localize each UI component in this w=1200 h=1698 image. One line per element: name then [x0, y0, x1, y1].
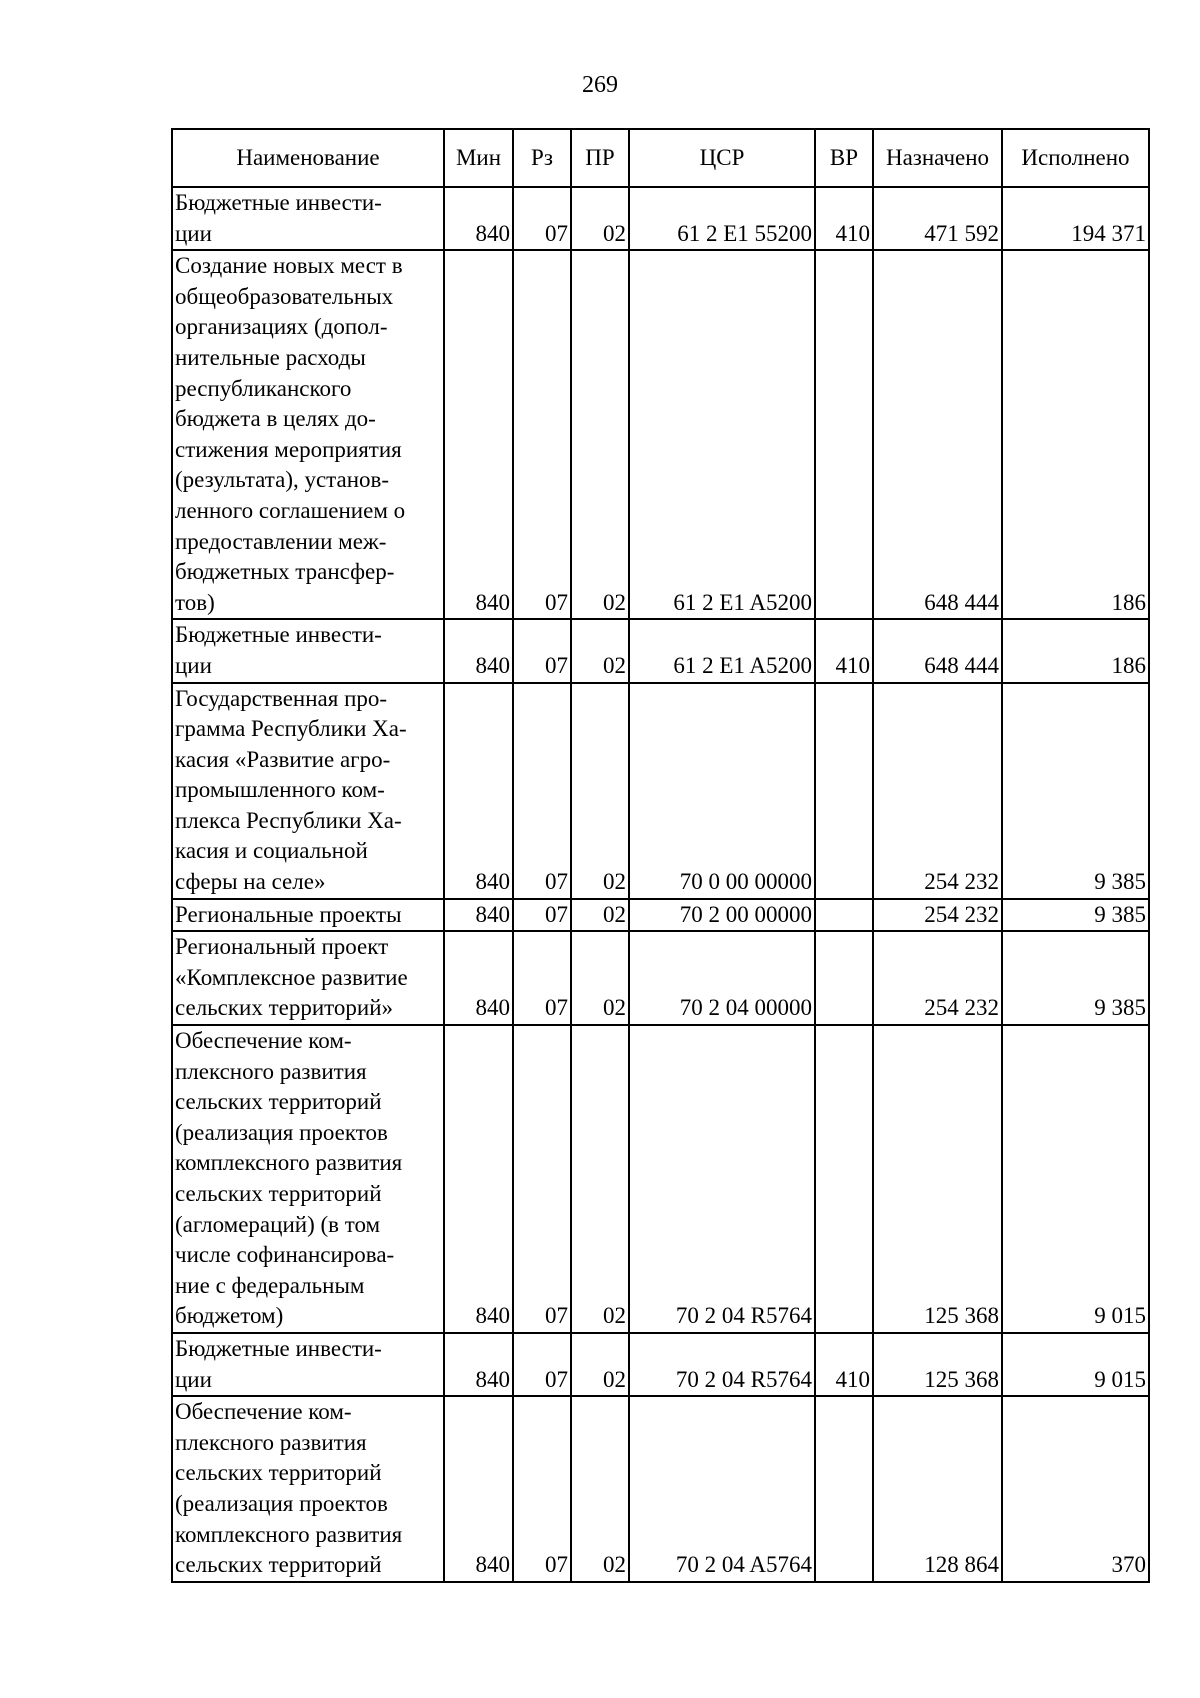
cell-name: Бюджетные инвести- ции: [172, 1333, 444, 1396]
cell-vr: 410: [815, 187, 873, 250]
budget-table: [171, 128, 1150, 1583]
cell-min: 840: [444, 250, 513, 619]
cell-pr: 02: [571, 1025, 629, 1333]
cell-pr: 02: [571, 187, 629, 250]
cell-assigned: 254 232: [873, 683, 1002, 899]
table-row: [172, 931, 1149, 1025]
cell-name: Региональный проект «Комплексное развитие сельских территорий»: [172, 931, 444, 1025]
header-vr: ВР: [815, 129, 873, 187]
cell-csr: 61 2 E1 A5200: [629, 619, 815, 682]
cell-assigned: 125 368: [873, 1333, 1002, 1396]
cell-csr: 70 2 00 00000: [629, 899, 815, 932]
cell-rz: 07: [513, 1333, 571, 1396]
cell-executed: 186: [1002, 250, 1149, 619]
cell-min: 840: [444, 683, 513, 899]
cell-executed: 9 385: [1002, 931, 1149, 1025]
cell-rz: 07: [513, 250, 571, 619]
cell-executed: 186: [1002, 619, 1149, 682]
cell-name: Бюджетные инвести- ции: [172, 619, 444, 682]
cell-min: 840: [444, 931, 513, 1025]
header-pr: ПР: [571, 129, 629, 187]
header-assigned: Назначено: [873, 129, 1002, 187]
cell-vr: [815, 250, 873, 619]
cell-assigned: 125 368: [873, 1025, 1002, 1333]
table-row: [172, 1396, 1149, 1582]
cell-min: 840: [444, 187, 513, 250]
cell-assigned: 471 592: [873, 187, 1002, 250]
cell-assigned: 254 232: [873, 899, 1002, 932]
cell-assigned: 648 444: [873, 619, 1002, 682]
cell-csr: 70 2 04 00000: [629, 931, 815, 1025]
cell-vr: [815, 1396, 873, 1582]
header-min: Мин: [444, 129, 513, 187]
cell-executed: 9 385: [1002, 683, 1149, 899]
cell-pr: 02: [571, 250, 629, 619]
cell-rz: 07: [513, 931, 571, 1025]
cell-vr: [815, 683, 873, 899]
cell-executed: 9 385: [1002, 899, 1149, 932]
cell-executed: 9 015: [1002, 1333, 1149, 1396]
cell-csr: 70 0 00 00000: [629, 683, 815, 899]
table-body: [172, 187, 1149, 1582]
table-row: [172, 1025, 1149, 1333]
cell-pr: 02: [571, 1396, 629, 1582]
cell-name: Бюджетные инвести- ции: [172, 187, 444, 250]
header-rz: Рз: [513, 129, 571, 187]
cell-vr: [815, 931, 873, 1025]
cell-pr: 02: [571, 899, 629, 932]
cell-min: 840: [444, 1025, 513, 1333]
cell-csr: 61 2 E1 A5200: [629, 250, 815, 619]
cell-csr: 70 2 04 A5764: [629, 1396, 815, 1582]
table-row: [172, 683, 1149, 899]
cell-rz: 07: [513, 1396, 571, 1582]
cell-min: 840: [444, 1333, 513, 1396]
cell-executed: 194 371: [1002, 187, 1149, 250]
cell-min: 840: [444, 1396, 513, 1582]
cell-min: 840: [444, 619, 513, 682]
cell-executed: 9 015: [1002, 1025, 1149, 1333]
cell-name: Обеспечение ком- плексного развития сельских территорий (реализация проектов комплексного развития сельских территорий (агломераций) (в том числе софинансирова- ние с федеральным бюджетом): [172, 1025, 444, 1333]
cell-executed: 370: [1002, 1396, 1149, 1582]
header-executed: Исполнено: [1002, 129, 1149, 187]
cell-vr: 410: [815, 1333, 873, 1396]
cell-assigned: 648 444: [873, 250, 1002, 619]
cell-name: Обеспечение ком- плексного развития сельских территорий (реализация проектов комплексного развития сельских территорий: [172, 1396, 444, 1582]
cell-pr: 02: [571, 931, 629, 1025]
cell-rz: 07: [513, 683, 571, 899]
page-number: 269: [582, 72, 618, 98]
table-row: [172, 1333, 1149, 1396]
cell-name: Создание новых мест в общеобразовательных организациях (допол- нительные расходы республиканского бюджета в целях до- стижения мероприятия (результата), установ- ленного соглашением о предоставлении меж- бюджетных трансфер- тов): [172, 250, 444, 619]
table-row: [172, 619, 1149, 682]
cell-pr: 02: [571, 683, 629, 899]
cell-rz: 07: [513, 899, 571, 932]
cell-vr: 410: [815, 619, 873, 682]
table-row: [172, 187, 1149, 250]
cell-csr: 70 2 04 R5764: [629, 1025, 815, 1333]
cell-pr: 02: [571, 1333, 629, 1396]
cell-assigned: 254 232: [873, 931, 1002, 1025]
cell-rz: 07: [513, 187, 571, 250]
cell-vr: [815, 1025, 873, 1333]
cell-assigned: 128 864: [873, 1396, 1002, 1582]
cell-name: Государственная про- грамма Республики Ха- касия «Развитие агро- промышленного ком- плекса Республики Ха- касия и социальной сферы на селе»: [172, 683, 444, 899]
table-row: [172, 250, 1149, 619]
header-csr: ЦСР: [629, 129, 815, 187]
cell-min: 840: [444, 899, 513, 932]
table-header-row: [172, 129, 1149, 187]
cell-csr: 61 2 E1 55200: [629, 187, 815, 250]
cell-csr: 70 2 04 R5764: [629, 1333, 815, 1396]
cell-pr: 02: [571, 619, 629, 682]
cell-rz: 07: [513, 619, 571, 682]
cell-rz: 07: [513, 1025, 571, 1333]
table-row: [172, 899, 1149, 932]
cell-name: Региональные проекты: [172, 899, 444, 932]
cell-vr: [815, 899, 873, 932]
header-name: Наименование: [172, 129, 444, 187]
